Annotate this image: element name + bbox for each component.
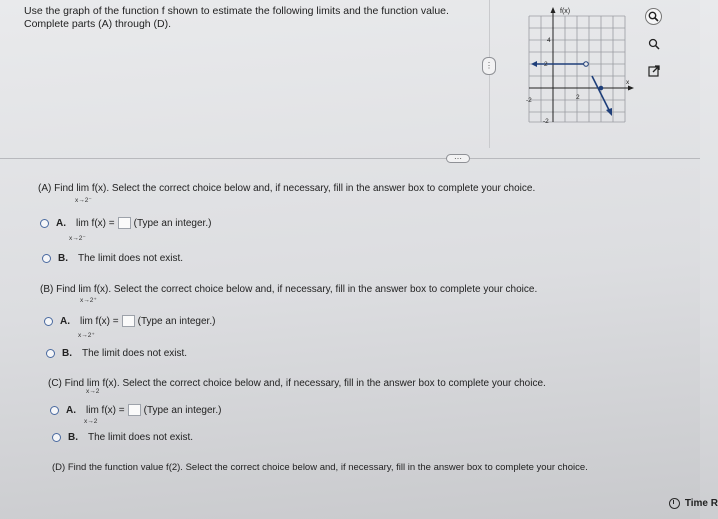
instructions (24, 5, 449, 31)
partB-option-b[interactable] (46, 348, 187, 359)
partB-option-a-radio[interactable] (44, 317, 53, 326)
partA-option-a-sub: x→2⁻ (69, 235, 86, 242)
curve-left-arrow (531, 61, 537, 67)
partC-question-sub: x→2 (86, 388, 100, 395)
instructions-line2: Complete parts (A) through (D). (24, 18, 172, 30)
partC-option-b[interactable] (52, 432, 193, 443)
partA-answer-input[interactable] (118, 217, 131, 229)
partA-option-b[interactable] (42, 253, 183, 264)
partC-question: (C) Find lim f(x). Select the correct choice below and, if necessary, fill in the answer box to complete your choice. (48, 378, 546, 389)
fx-label: f(x) (560, 8, 571, 15)
partC-option-a-radio[interactable] (50, 406, 59, 415)
vertical-resize-handle[interactable]: ⋮ (482, 57, 496, 75)
zoom-out-button[interactable] (645, 35, 662, 52)
partB-question-sub: x→2⁺ (80, 297, 97, 304)
clock-icon (669, 498, 680, 509)
partA-option-a-lim: lim f(x) = (76, 217, 115, 229)
horizontal-divider (0, 158, 700, 159)
partC-option-a-lim: lim f(x) = (86, 404, 125, 416)
partA-option-b-radio[interactable] (42, 254, 51, 263)
partA-option-a-label: A. (56, 217, 66, 229)
partA-question-sub: x→2⁻ (75, 197, 92, 204)
partB-option-a-hint: (Type an integer.) (137, 315, 216, 327)
time-remaining-label: Time R (684, 498, 718, 509)
partC-option-b-radio[interactable] (52, 433, 61, 442)
partB-question: (B) Find lim f(x). Select the correct choice below and, if necessary, fill in the answer box to complete your choice. (40, 284, 538, 295)
partC-option-a-label: A. (66, 404, 76, 416)
partD-question: (D) Find the function value f(2). Select the correct choice below and, if necessary, fill in the answer box to complete your choice. (52, 462, 588, 473)
time-remaining[interactable] (669, 498, 718, 509)
partA-option-a-hint: (Type an integer.) (133, 217, 212, 229)
partB-option-b-label: B. (62, 348, 72, 359)
x-label: x (626, 79, 630, 86)
partB-option-a-sub: x→2⁺ (78, 332, 95, 339)
partB-option-a[interactable] (44, 315, 215, 327)
x-tick-neg2: -2 (526, 97, 532, 104)
partA-option-b-text: The limit does not exist. (78, 253, 184, 264)
open-point (584, 62, 589, 67)
partC-option-a-sub: x→2 (84, 418, 98, 425)
y-tick-4: 4 (547, 37, 551, 44)
partA-option-a[interactable] (40, 217, 211, 229)
partB-option-a-lim: lim f(x) = (80, 315, 119, 327)
external-link-icon (648, 65, 660, 77)
partB-answer-input[interactable] (122, 315, 135, 327)
zoom-in-icon (648, 11, 659, 22)
x-tick-2: 2 (576, 94, 580, 101)
partC-answer-input[interactable] (128, 404, 141, 416)
zoom-in-button[interactable] (645, 8, 662, 25)
zoom-out-icon (648, 38, 660, 50)
horizontal-resize-handle[interactable]: ⋯ (446, 154, 470, 163)
partC-option-b-label: B. (68, 432, 78, 443)
open-new-window-button[interactable] (645, 62, 662, 79)
partB-option-a-label: A. (60, 315, 70, 327)
instructions-line1: Use the graph of the function f shown to estimate the following limits and the function value. (24, 5, 449, 17)
partC-option-b-text: The limit does not exist. (88, 432, 194, 443)
partA-option-a-radio[interactable] (40, 219, 49, 228)
partC-option-a[interactable] (50, 404, 221, 416)
y-tick-2: 2 (544, 61, 548, 68)
y-tick-neg2: -2 (543, 118, 549, 125)
graph-grid (529, 16, 625, 122)
partC-option-a-hint: (Type an integer.) (143, 404, 222, 416)
x-axis-arrow (628, 86, 634, 91)
function-graph (526, 4, 636, 128)
partA-option-b-label: B. (58, 253, 68, 264)
partB-option-b-text: The limit does not exist. (82, 348, 188, 359)
partA-question: (A) Find lim f(x). Select the correct choice below and, if necessary, fill in the answer box to complete your choice. (38, 183, 536, 194)
partB-option-b-radio[interactable] (46, 349, 55, 358)
y-axis-arrow (551, 7, 556, 13)
